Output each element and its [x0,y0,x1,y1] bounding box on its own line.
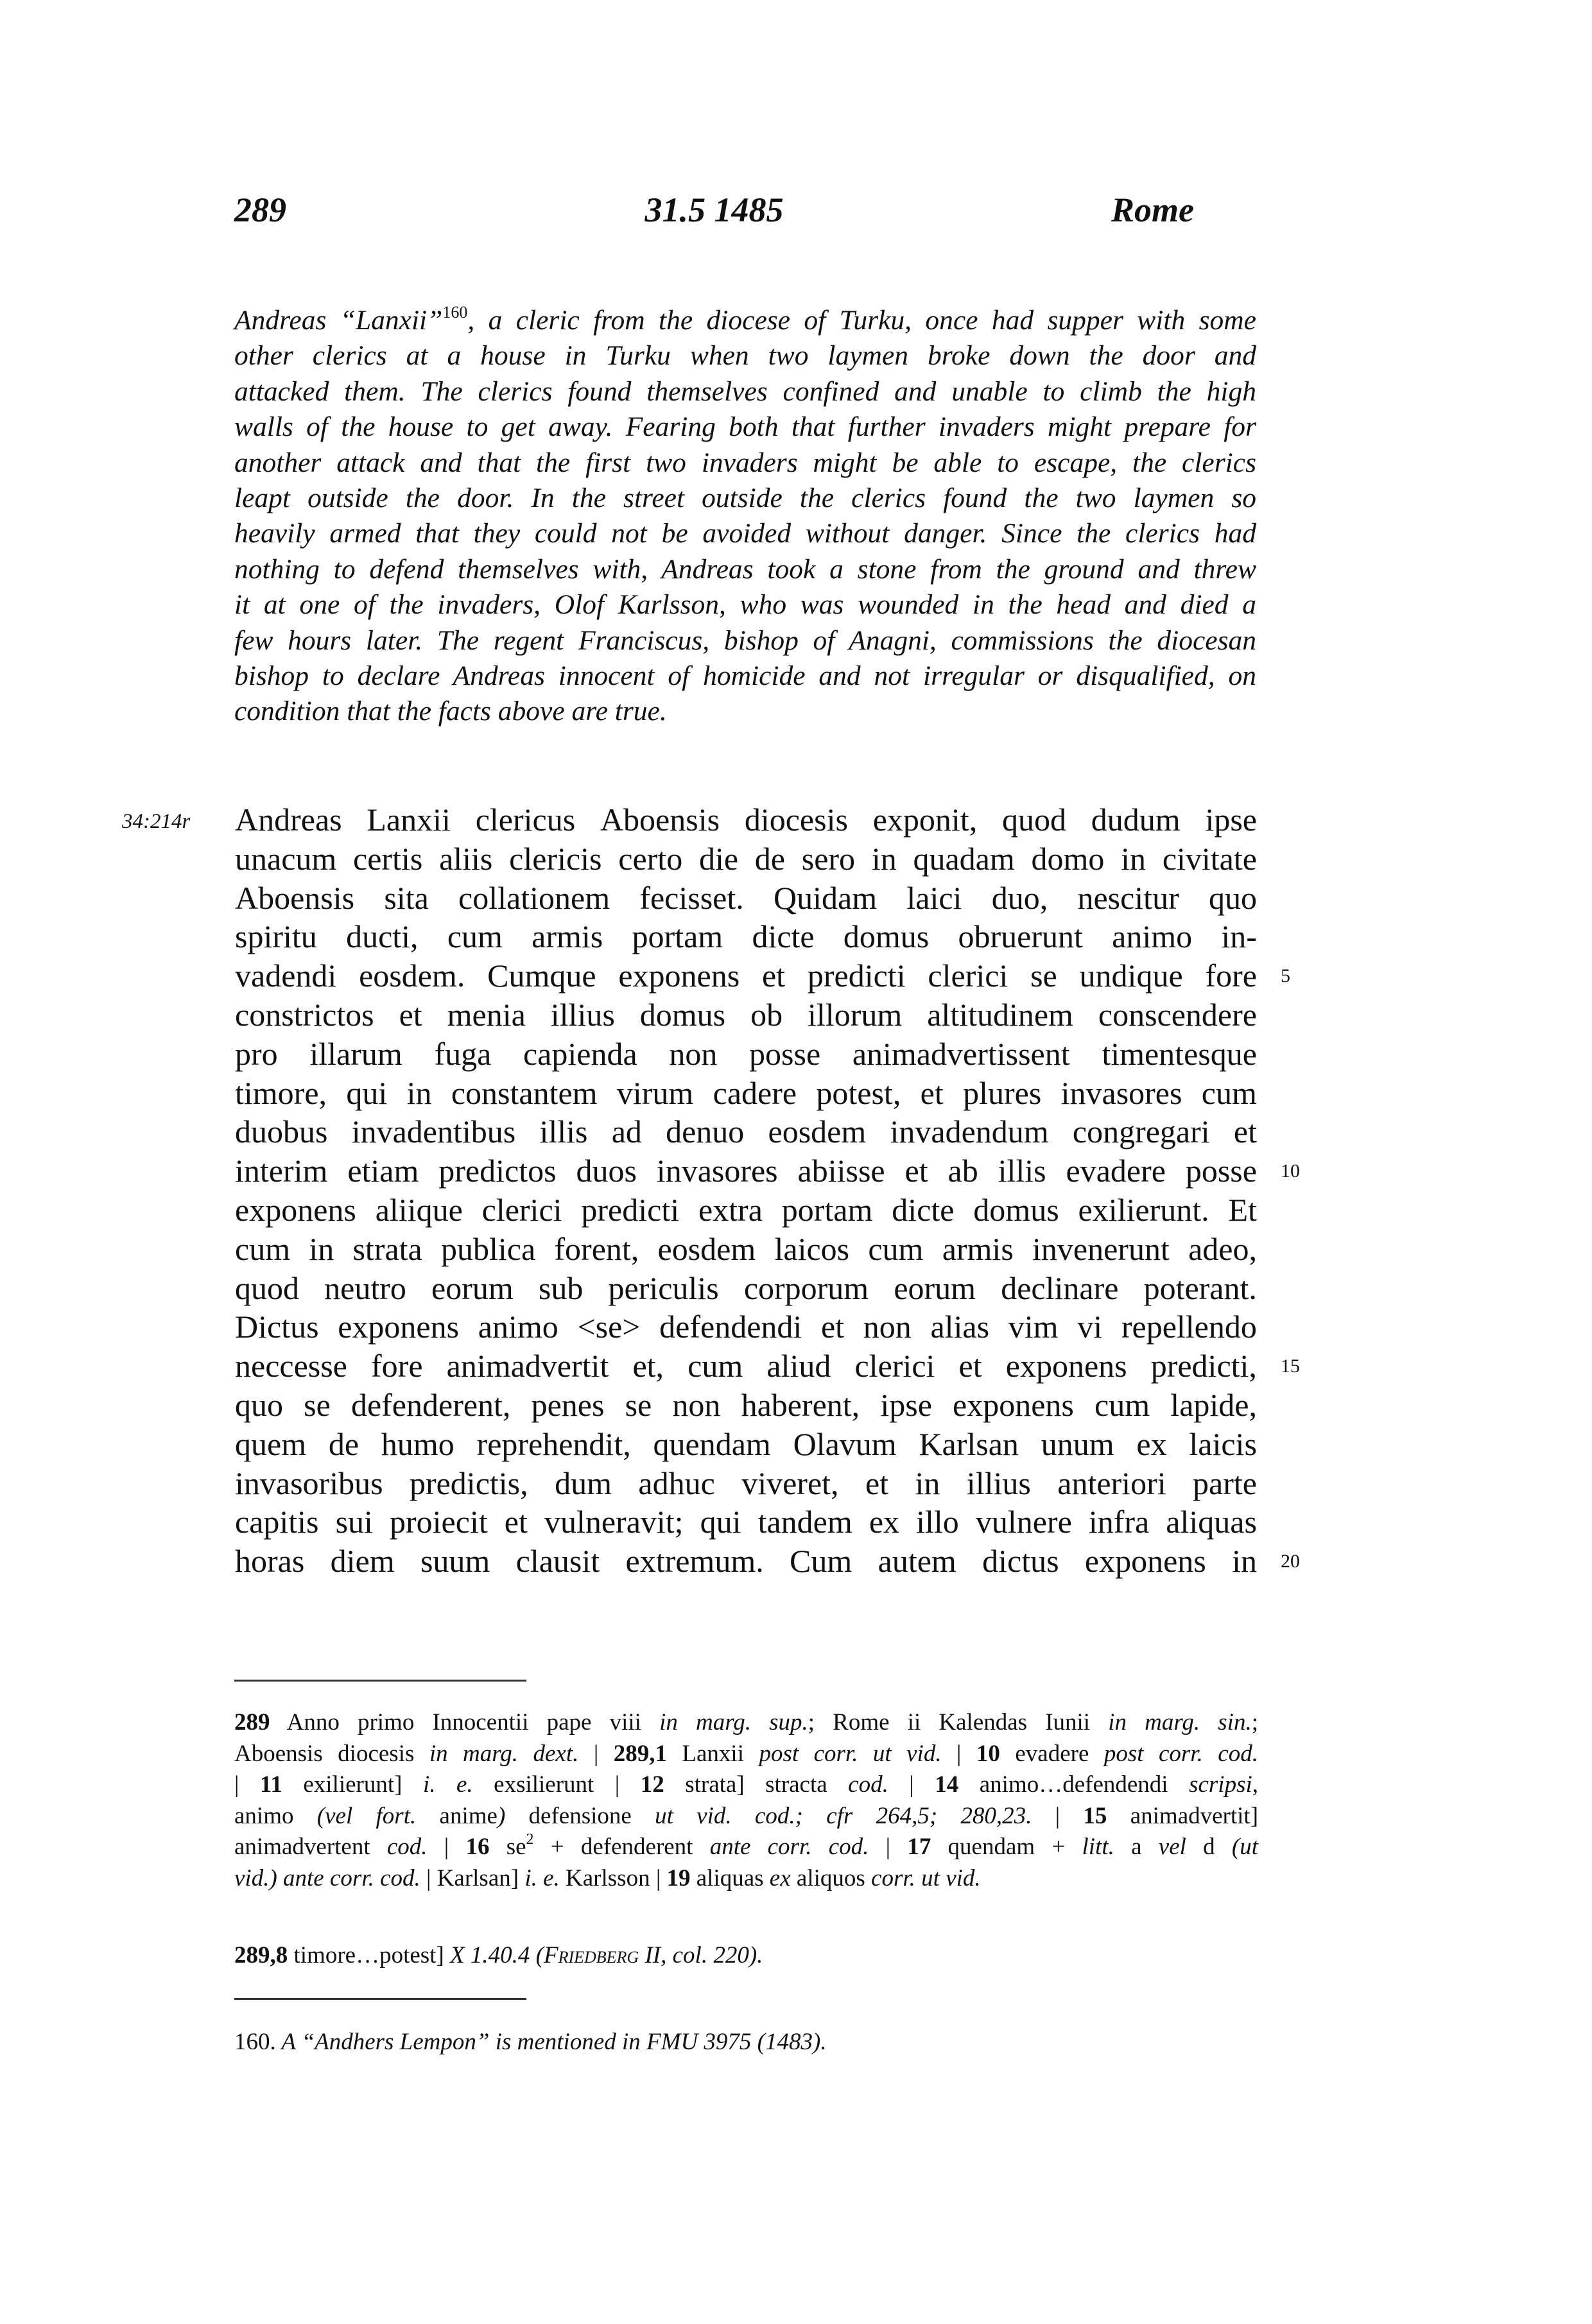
summary-line: it at one of the invaders, Olof Karlsson, who was wounded in the head and died a [234,589,1256,621]
summary-line: condition that the facts above are true. [234,696,667,727]
text-line: duobus invadentibus illis ad denuo eosdem invadendum congregari et [235,1114,1257,1150]
summary-line: few hours later. The regent Franciscus, bishop of Anagni, commissions the diocesan [234,624,1256,656]
summary-line: bishop to declare Andreas innocent of homicide and not irregular or disqualified, on [234,660,1256,691]
footnote-text: A “Andhers Lempon” is mentioned in FMU 3975 (1483). [275,2029,827,2055]
text-line: Andreas Lanxii clericus Aboensis diocesis exponit, quod dudum ipse [235,802,1257,838]
source-ref: 289,8 [234,1942,288,1968]
text-line: spiritu ducti, cum armis portam dicte domus obruerunt animo in- [235,918,1257,955]
text-line: Dictus exponens animo <se> defendendi et non alias vim vi repellendo [235,1309,1257,1345]
text-line: vadendi eosdem. Cumque exponens et predicti clerici se undique fore [235,958,1257,994]
summary-line: leapt outside the door. In the street outside the clerics found the two laymen so [234,482,1256,513]
line-number: 10 [1281,1160,1300,1182]
running-head [234,190,1194,235]
folio-reference: 34:214r [122,810,191,833]
text-line: timore, qui in constantem virum cadere potest, et plures invasores cum [235,1074,1257,1111]
text-line: exponens aliique clerici predicti extra portam dicte domus exilierunt. Et [235,1191,1257,1228]
summary-line: walls of the house to get away. Fearing both that further invaders might prepare for [234,411,1256,443]
line-number: 5 [1281,965,1290,987]
text-line: quem de humo reprehendit, quendam Olavum Karlsan unum ex laicis [235,1425,1257,1462]
summary-line: other clerics at a house in Turku when two laymen broke down the door and [234,340,1256,372]
footnote-rule [234,1998,526,2000]
apparatus-line: animo (vel fort. anime) defensione ut vid. cod.; cfr 264,5; 280,23. | 15 animadvertit] [234,1802,1259,1829]
text-line: cum in strata publica forent, eosdem laicos cum armis invenerunt adeo, [235,1230,1257,1267]
apparatus-line: animadvertent cod. | 16 $se^2$ + defenderent ante corr. cod. | 17 quendam + litt. a vel d (ut [234,1831,1258,1860]
text-line: Aboensis sita collationem fecisset. Quidam laici duo, nescitur quo [235,879,1257,916]
english-summary [234,303,1256,730]
document-id: 31.5 1485 [645,191,784,229]
apparatus-line: vid.) ante corr. cod. | Karlsan] i. e. Karlsson | 19 aliquas ex aliquos corr. ut vid. [234,1864,981,1891]
text-line: constrictos et menia illius domus ob illorum altitudinem conscendere [235,996,1257,1033]
apparatus-line: | 11 exilierunt] i. e. exsilierunt | 12 strata] stracta cod. | 14 animo…defendendi scripsi, [234,1771,1259,1798]
footnote-number: 160. [234,2029,276,2055]
critical-apparatus [234,1707,1258,1894]
summary-line: heavily armed that they could not be avoided without danger. Since the clerics had [234,518,1256,549]
latin-text-body [235,800,1257,1581]
place-name: Rome [1111,191,1194,229]
text-line: neccesse fore animadvertit et, cum aliud clerici et exponens predicti, [235,1348,1257,1384]
summary-line: attacked them. The clerics found themselves confined and unable to climb the high [234,375,1256,407]
footnote-marker: 160 [442,303,468,322]
text-line: capitis sui proiecit et vulneravit; qui tandem ex illo vulnere infra aliquas [235,1504,1257,1540]
source-lemma: timore…potest] [288,1942,451,1968]
apparatus-rule [234,1680,526,1682]
summary-line: another attack and that the first two invaders might be able to escape, the clerics [234,447,1256,478]
line-number: 20 [1281,1551,1300,1572]
line-number: 15 [1281,1356,1300,1377]
source-citation: X 1.40.4 (Friedberg II, col. 220). [450,1942,763,1968]
text-line: invasoribus predictis, dum adhuc viveret, et in illius anteriori parte [235,1465,1257,1501]
summary-line: Andreas “Lanxii”$^{160}$, a cleric from the diocese of Turku, once had supper with some [234,303,1256,336]
text-line: unacum certis aliis clericis certo die de sero in quadam domo in civitate [235,840,1257,877]
footnote-160 [234,2028,827,2056]
apparatus-line: Aboensis diocesis in marg. dext. | 289,1 Lanxii post corr. ut vid. | 10 evadere post corr. cod. [234,1740,1258,1767]
text-line: quo se defenderent, penes se non haberent, ipse exponens cum lapide, [235,1386,1257,1423]
summary-line: nothing to defend themselves with, Andreas took a stone from the ground and threw [234,553,1256,585]
text-line: interim etiam predictos duos invasores abiisse et ab illis evadere posse [235,1153,1257,1189]
text-line: horas diem suum clausit extremum. Cum autem dictus exponens in [235,1543,1257,1579]
text-line: pro illarum fuga capienda non posse animadvertissent timentesque [235,1035,1257,1072]
page-number: 289 [234,191,286,229]
source-apparatus [234,1941,763,1969]
text-line: quod neutro eorum sub periculis corporum eorum declinare poterant. [235,1270,1257,1306]
apparatus-line: 289 Anno primo Innocentii pape viii in marg. sup.; Rome ii Kalendas Iunii in marg. sin.; [234,1709,1258,1735]
